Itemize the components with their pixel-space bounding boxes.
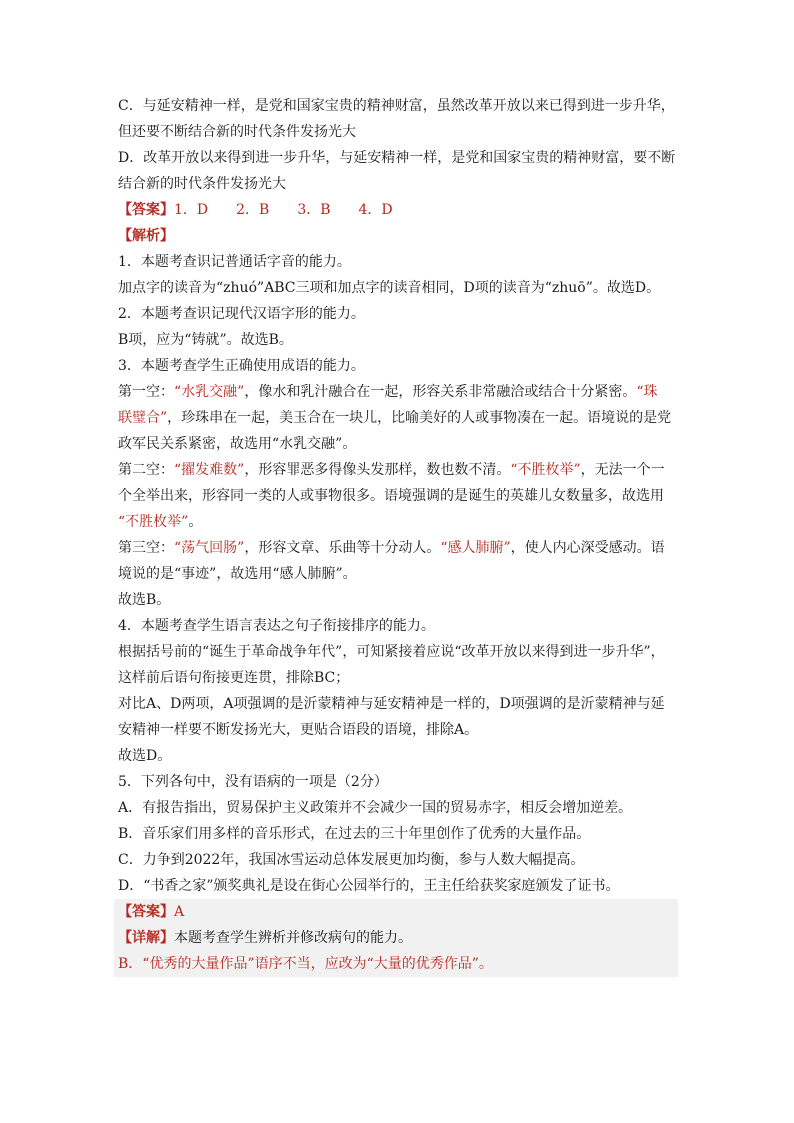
blank1-text1: ，像水和乳汁融合在一起，形容关系非常融洽或结合十分紧密。 [244,384,637,400]
answer-value: 1．D 2．B 3．B 4．D [174,202,393,218]
analysis-q3-title: 3．本题考查学生正确使用成语的能力。 [118,358,365,374]
question5-option-d: D．“书香之家”颁奖典礼是设在街心公园举行的，王主任给获奖家庭颁发了证书。 [118,878,620,894]
detail-line [118,925,678,951]
blank1-line2 [118,405,678,431]
blank1-line1 [118,379,678,405]
answer-block [114,899,678,977]
analysis-q3-conclusion: 故选B。 [118,592,171,608]
analysis-label: 【解析】 [118,228,174,244]
answer-line-2 [118,899,678,925]
idiom-zhuofa-nanshu: “擢发难数” [174,462,245,478]
question5-option-c: C．力争到2022年，我国冰雪运动总体发展更加均衡，参与人数大幅提高。 [118,852,585,868]
answer2-label: 【答案】 [118,904,174,920]
page-content [118,93,678,977]
analysis-q2-body: B项，应为“铸就”。故选B。 [118,332,293,348]
detail-label: 【详解】 [118,930,174,946]
analysis-q4-line4: 安精神一样要不断发扬光大，更贴合语段的语境，排除A。 [118,722,479,738]
idiom-zhulian-bihe-b: 联璧合” [118,410,168,426]
question5-option-a: A．有报告指出，贸易保护主义政策并不会减少一国的贸易赤字，相反会增加逆差。 [118,800,633,816]
blank2-text4: 。 [188,514,203,530]
answer2-value: A [174,904,185,920]
detail-text: 本题考查学生辨析并修改病句的能力。 [174,930,412,946]
option-c-line2: 但还要不断结合新的时代条件发扬光大 [118,124,356,140]
detail-option-b: B．“优秀的大量作品”语序不当，应改为“大量的优秀作品”。 [118,956,493,972]
idiom-busheng-meiju-2: “不胜枚举” [118,514,189,530]
option-d-line1: D．改革开放以来得到进一步升华，与延安精神一样，是党和国家宝贵的精神财富，要不断 [118,150,676,166]
blank3-line1 [118,535,678,561]
blank3-text1: ，形容文章、乐曲等十分动人。 [244,540,441,556]
idiom-busheng-meiju: “不胜枚举” [510,462,581,478]
blank3-label: 第三空： [118,540,174,556]
question5-option-b: B．音乐家们用多样的音乐形式，在过去的三十年里创作了优秀的大量作品。 [118,826,591,842]
blank2-text1: ，形容罪恶多得像头发那样，数也数不清。 [244,462,511,478]
analysis-q4-line1: 根据括号前的“诞生于革命战争年代”，可知紧接着应说“改革开放以来得到进一步升华”， [118,644,665,660]
answer-line-1 [118,197,678,223]
blank2-text2: ，无法一个一 [580,462,665,478]
blank3-line2: 境说的是“事迹”，故选用“感人肺腑”。 [118,566,357,582]
blank2-line1 [118,457,678,483]
blank1-label: 第一空： [118,384,174,400]
blank2-line2: 个全举出来，形容同一类的人或事物很多。语境强调的是诞生的英雄儿女数量多，故选用 [118,488,664,504]
idiom-dangqi-huichang: “荡气回肠” [174,540,245,556]
option-d-line2: 结合新的时代条件发扬光大 [118,176,286,192]
blank3-text2: ，使人内心深受感动。语 [510,540,665,556]
analysis-q4-title: 4．本题考查学生语言表达之句子衔接排序的能力。 [118,618,435,634]
answer-label: 【答案】 [118,202,174,218]
blank2-line3 [118,509,678,535]
analysis-q4-line2: 这样前后语句衔接更连贯，排除BC； [118,670,350,686]
analysis-q4-conclusion: 故选D。 [118,748,172,764]
analysis-q2-title: 2．本题考查识记现代汉语字形的能力。 [118,306,365,322]
analysis-label-line [118,223,678,249]
idiom-zhulian-bihe-a: “珠 [636,384,658,400]
analysis-q1-title: 1．本题考查识记普通话字音的能力。 [118,254,351,270]
blank1-line3: 政军民关系紧密，故选用“水乳交融”。 [118,436,357,452]
blank1-text2: ，珍珠串在一起，美玉合在一块儿，比喻美好的人或事物凑在一起。语境说的是党 [167,410,672,426]
analysis-q4-line3: 对比A、D两项，A项强调的是沂蒙精神与延安精神是一样的，D项强调的是沂蒙精神与延 [118,696,665,712]
idiom-ganren-feifu: “感人肺腑” [440,540,511,556]
question5-stem: 5．下列各句中，没有语病的一项是（2分） [118,774,388,790]
idiom-shuiru-jiaorong: “水乳交融” [174,384,245,400]
analysis-q1-body: 加点字的读音为“zhuó”ABC三项和加点字的读音相同，D项的读音为“zhuō”。故选D。 [118,280,661,296]
blank2-label: 第二空： [118,462,174,478]
option-c-line1: C．与延安精神一样，是党和国家宝贵的精神财富，虽然改革开放以来已得到进一步升华， [118,98,675,114]
